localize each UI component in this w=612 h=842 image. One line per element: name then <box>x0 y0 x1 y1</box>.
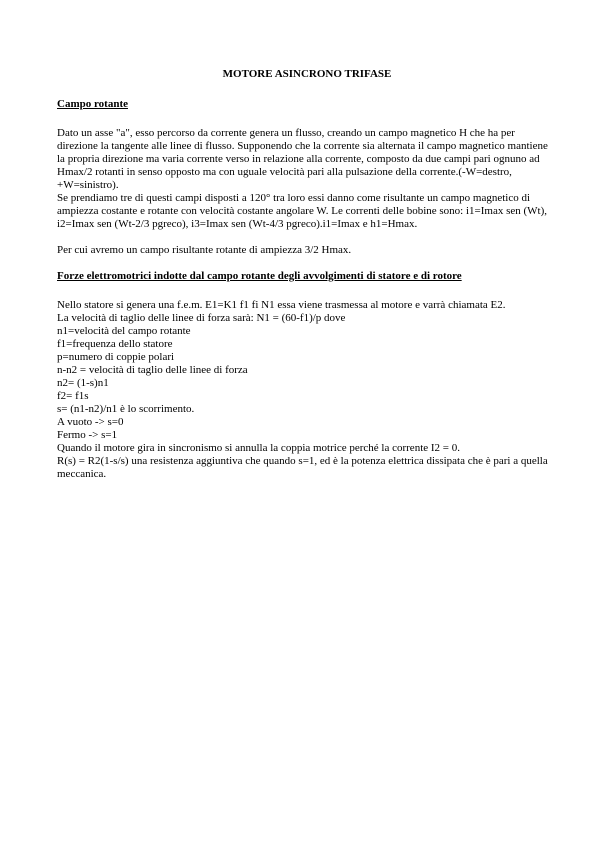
text-line: Fermo -> s=1 <box>57 429 118 441</box>
text-line: p=numero di coppie polari <box>57 351 175 363</box>
text-line: R(s) = R2(1-s/s) una resistenza aggiuntiva che quando s=1, ed è la potenza elettrica dissipata che è pari a quella meccanica. <box>57 455 548 480</box>
document-page <box>57 68 557 481</box>
text-line: La velocità di taglio delle linee di forza sarà: N1 = (60-f1)/p dove <box>57 312 346 324</box>
document-title: MOTORE ASINCRONO TRIFASE <box>222 68 392 80</box>
paragraph-3: Per cui avremo un campo risultante rotante di ampiezza 3/2 Hmax. <box>57 244 352 256</box>
text-line: n2= (1-s)n1 <box>57 377 109 389</box>
text-line: n1=velocità del campo rotante <box>57 325 191 337</box>
text-line: f2= f1s <box>57 390 89 402</box>
text-line: A vuoto -> s=0 <box>57 416 124 428</box>
paragraph-2: Se prendiamo tre di questi campi disposti a 120° tra loro essi danno come risultante un campo magnetico di ampiezza costante e rotante con velocità costante angolare W. Le correnti delle bobine sono: i1=Imax sen (Wt), i2=Imax sen (Wt-2/3 pgreco), i3=Imax sen (Wt-4/3 pgreco).i1=Imax e h1=Hmax. <box>57 192 548 230</box>
text-line: f1=frequenza dello statore <box>57 338 173 350</box>
text-line: n-n2 = velocità di taglio delle linee di forza <box>57 364 248 376</box>
section-2-body <box>57 299 557 481</box>
text-line: Quando il motore gira in sincronismo si annulla la coppia motrice perché la corrente I2 = 0. <box>57 442 460 454</box>
section-heading-campo-rotante: Campo rotante <box>57 98 128 110</box>
section-heading-forze-elettromotrici: Forze elettromotrici indotte dal campo rotante degli avvolgimenti di statore e di rotore <box>57 270 462 282</box>
paragraph-1: Dato un asse "a", esso percorso da corrente genera un flusso, creando un campo magnetico H che ha per direzione la tangente alle linee di flusso. Supponendo che la corrente sia alternata il campo magnetico mantiene la propria direzione ma varia corrente verso in relazione alla corrente, composto da due campi pari ognuno ad Hmax/2 rotanti in senso opposto ma con uguale velocità pari alla pulsazione della corrente.(-W=destro, +W=sinistro). <box>57 127 548 191</box>
text-line: s= (n1-n2)/n1 è lo scorrimento. <box>57 403 195 415</box>
text-line: Nello statore si genera una f.e.m. E1=K1 f1 fi N1 essa viene trasmessa al motore e varrà chiamata E2. <box>57 299 506 311</box>
